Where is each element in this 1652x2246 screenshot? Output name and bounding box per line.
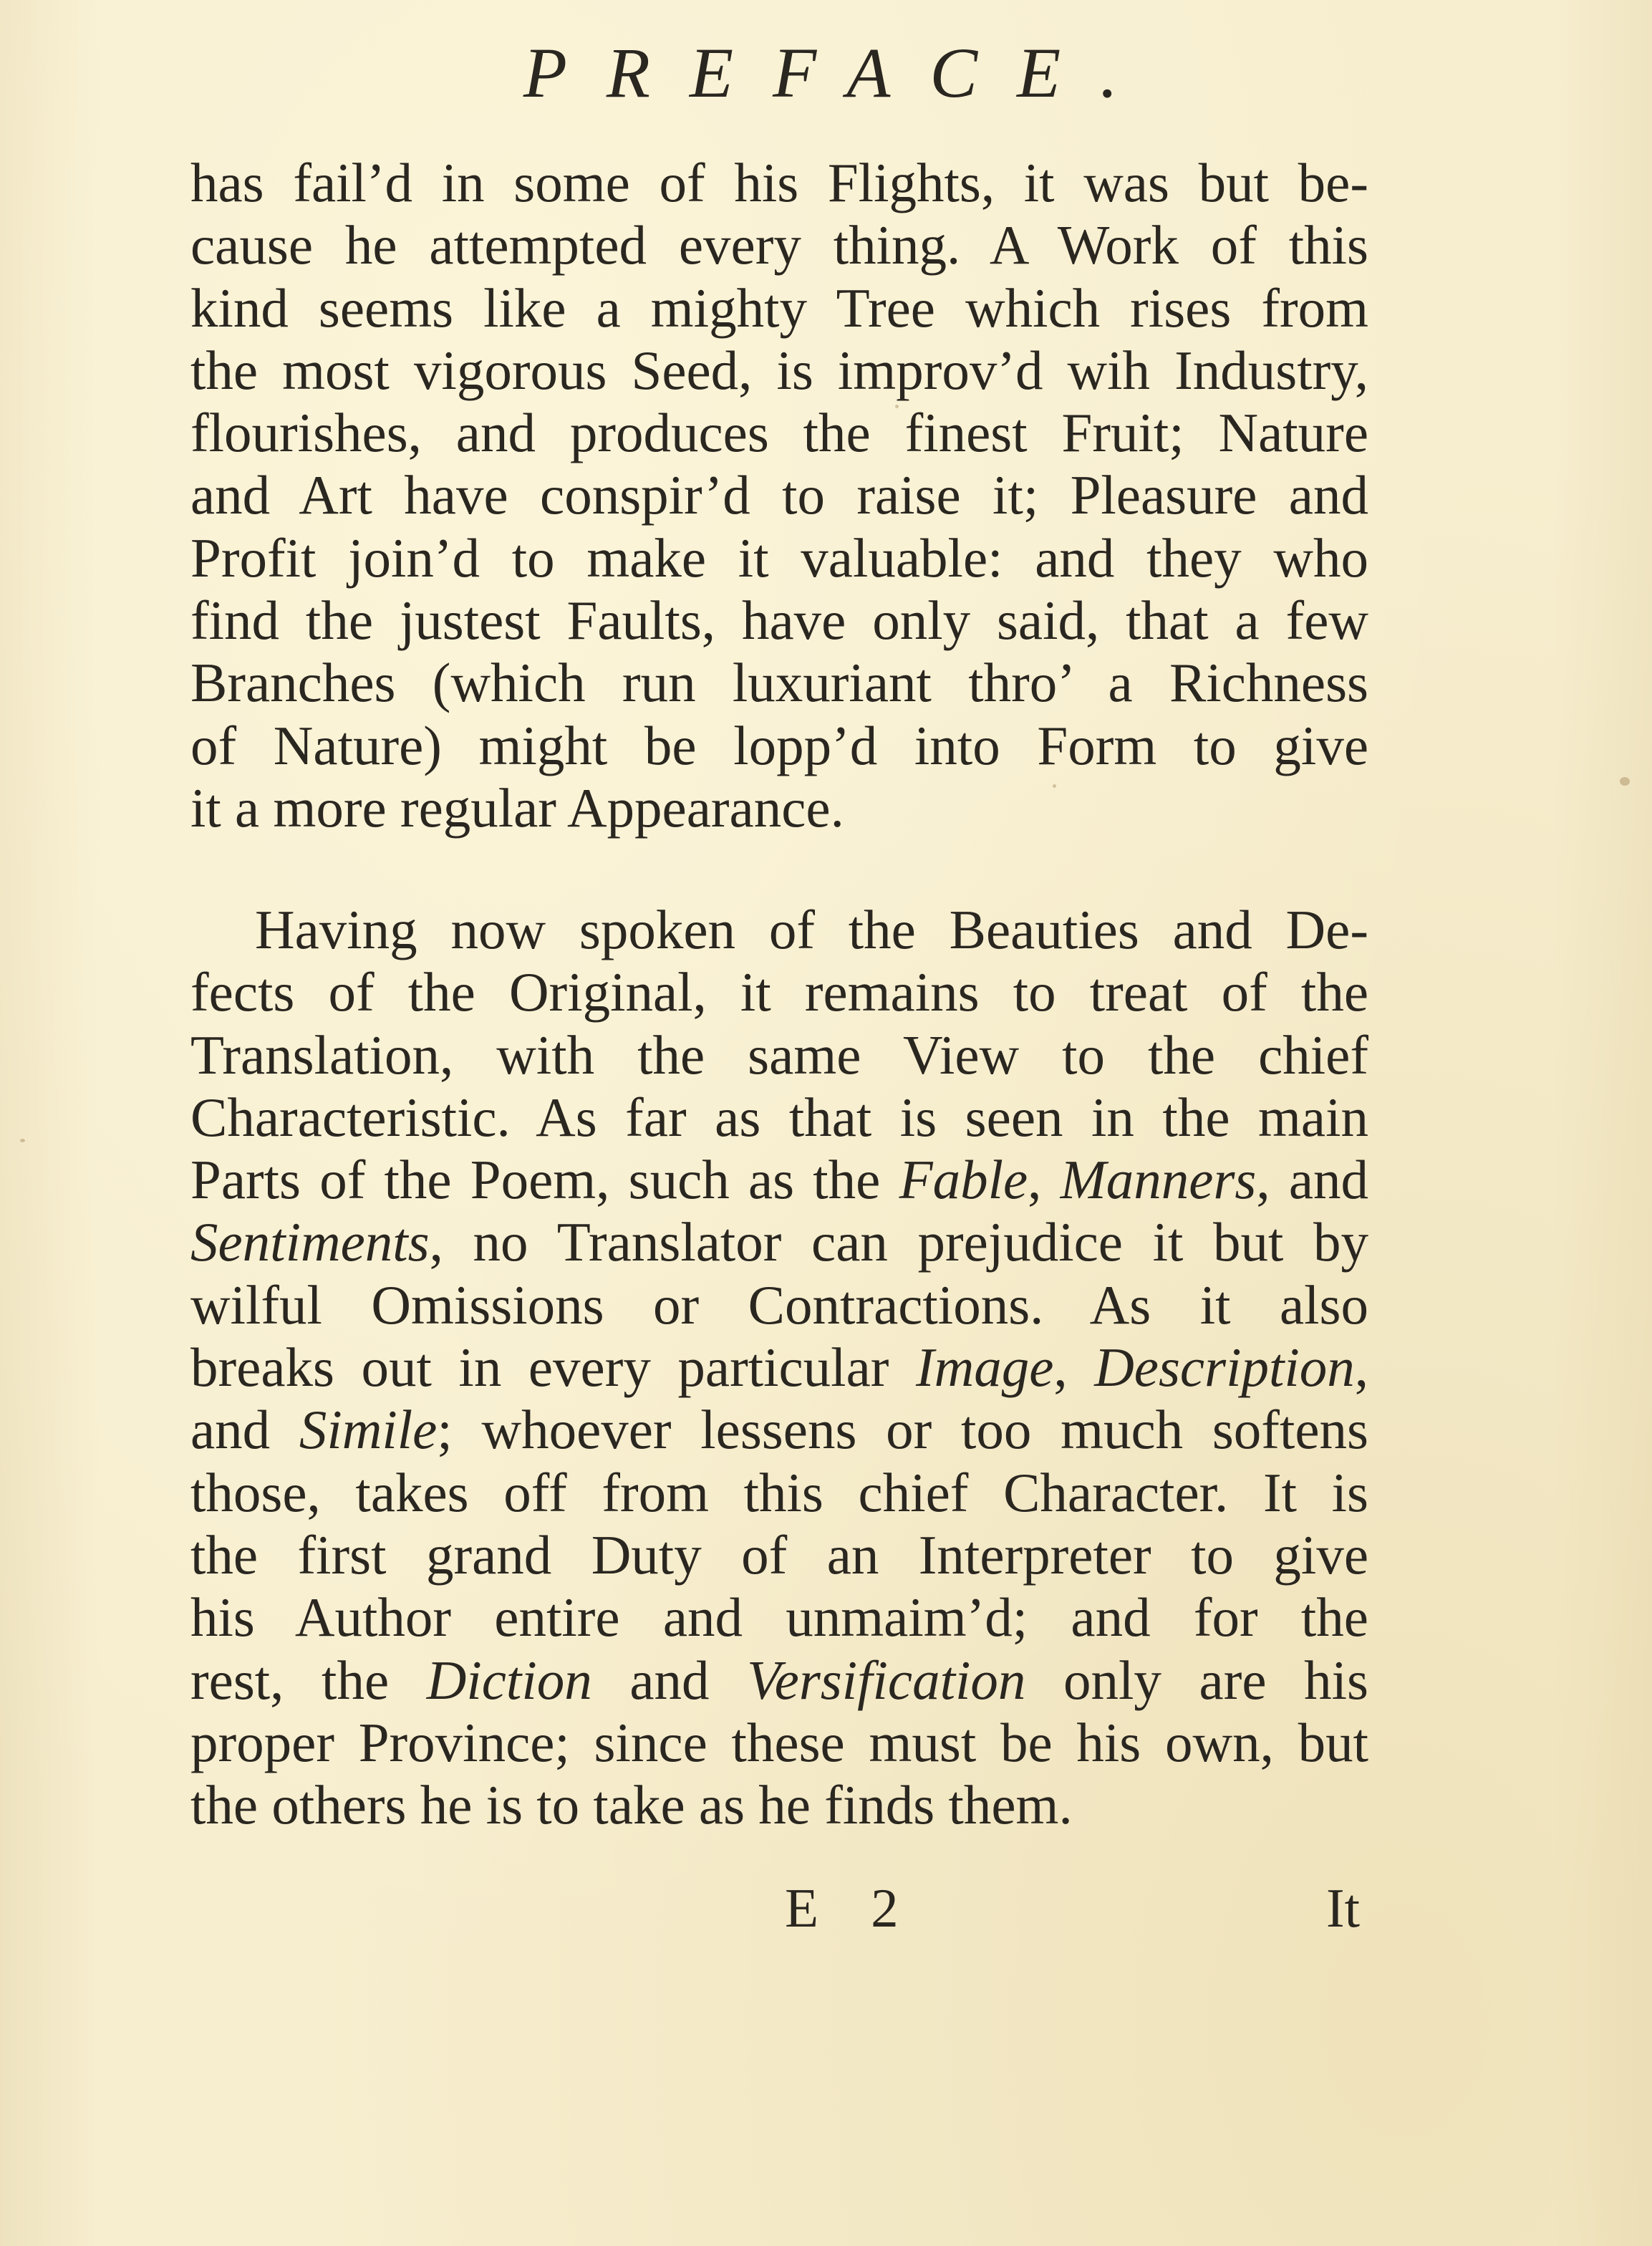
page-footer [0, 1876, 1652, 1948]
text-run: Parts of the Poem, such as the [190, 1149, 899, 1211]
text-line-with-italics [190, 1336, 1368, 1399]
text-line: Profit join’d to make it valuable: and they who [190, 526, 1368, 589]
text-line: flourishes, and produces the finest Fruit; Nature [190, 402, 1368, 464]
signature-mark: E 2 [785, 1877, 918, 1939]
italic-term: Sentiments [190, 1211, 430, 1273]
text-line: cause he attempted every thing. A Work of this [190, 214, 1368, 276]
italic-term: Simile [299, 1399, 438, 1461]
text-run: , [1053, 1336, 1095, 1399]
text-run: ; whoever lessens or too much softens [437, 1399, 1368, 1461]
text-line: Translation, with the same View to the chief [190, 1023, 1368, 1086]
text-line: wilful Omissions or Contractions. As it also [190, 1273, 1368, 1336]
paper-speck [20, 1139, 25, 1142]
text-line-with-italics [190, 1399, 1368, 1461]
italic-term: Diction [426, 1649, 592, 1711]
text-line: and Art have conspir’d to raise it; Pleasure and [190, 464, 1368, 526]
text-run: , [1354, 1336, 1369, 1399]
text-run: and [190, 1399, 299, 1461]
catchword: It [1326, 1877, 1361, 1939]
text-run: , [1028, 1149, 1061, 1211]
text-line: Branches (which run luxuriant thro’ a Richness [190, 652, 1368, 714]
italic-term: Manners [1060, 1149, 1257, 1211]
text-line: find the justest Faults, have only said, that a few [190, 589, 1368, 652]
text-run: , no Translator can prejudice it but by [429, 1211, 1368, 1273]
text-line-with-italics [190, 1649, 1368, 1712]
text-run: breaks out in every particular [190, 1336, 916, 1399]
text-run: , and [1256, 1149, 1368, 1211]
text-line: his Author entire and unmaim’d; and for the [190, 1586, 1368, 1649]
text-line: the others he is to take as he finds them. [190, 1774, 1073, 1836]
text-run: and [591, 1649, 748, 1711]
text-line: those, takes off from this chief Character. It is [190, 1461, 1368, 1523]
text-line: the most vigorous Seed, is improv’d wih Industry, [190, 339, 1368, 401]
italic-term: Image [915, 1336, 1054, 1399]
running-head: PREFACE. [523, 33, 1158, 112]
text-line: Characteristic. As far as that is seen in the main [190, 1086, 1368, 1148]
paper-speck [1620, 777, 1630, 786]
paragraph-2 [190, 899, 1368, 1836]
text-line: proper Province; since these must be his own, but [190, 1711, 1368, 1773]
text-line: Having now spoken of the Beauties and De- [255, 899, 1368, 960]
text-line: fects of the Original, it remains to treat of the [190, 961, 1368, 1023]
text-line: has fail’d in some of his Flights, it was but be- [190, 152, 1368, 213]
text-run: rest, the [190, 1649, 427, 1711]
text-line-with-italics [190, 1211, 1368, 1273]
text-line: of Nature) might be lopp’d into Form to give [190, 714, 1368, 776]
text-line: kind seems like a mighty Tree which rises from [190, 276, 1368, 339]
text-run: only are his [1025, 1649, 1368, 1711]
italic-term: Versification [747, 1649, 1026, 1711]
text-line-with-italics [190, 1149, 1368, 1211]
text-line: the first grand Duty of an Interpreter to give [190, 1523, 1368, 1586]
italic-term: Fable [899, 1149, 1028, 1211]
italic-term: Description [1094, 1336, 1355, 1399]
paragraph-1 [190, 152, 1368, 839]
text-line: it a more regular Appearance. [190, 776, 844, 839]
